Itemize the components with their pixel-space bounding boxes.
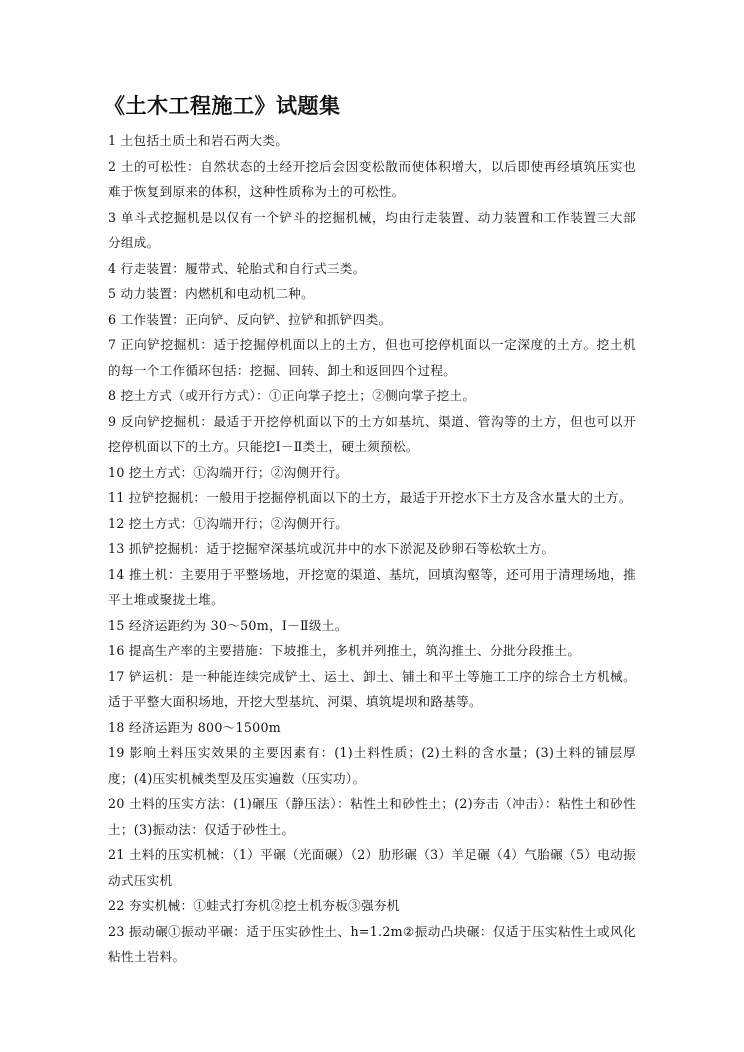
list-item: 8 挖土方式（或开行方式）：①正向掌子挖土；②侧向掌子挖土。 — [108, 388, 476, 403]
list-item: 9 反向铲挖掘机：最适于开挖停机面以下的土方如基坑、渠道、管沟等的土方，但也可以开挖停机面以下的土方。只能挖Ⅰ－Ⅱ类土，硬土须预松。 — [108, 413, 636, 454]
list-item: 20 土料的压实方法：(1)碾压（静压法）：粘性土和砂性土；(2)夯击（冲击）：粘性土和砂性土；(3)振动法：仅适于砂性土。 — [108, 796, 636, 837]
item-list — [108, 128, 636, 970]
list-item: 6 工作装置：正向铲、反向铲、拉铲和抓铲四类。 — [108, 311, 392, 327]
list-item: 3 单斗式挖掘机是以仅有一个铲斗的挖掘机械，均由行走装置、动力装置和工作装置三大部分组成。 — [108, 209, 636, 250]
list-item: 15 经济运距约为 30～50m，Ⅰ－Ⅱ级土。 — [108, 617, 348, 633]
list-item: 19 影响土料压实效果的主要因素有：(1)土料性质；(2)土料的含水量；(3)土料的铺层厚度；(4)压实机械类型及压实遍数（压实功）。 — [108, 745, 636, 786]
list-item: 14 推土机：主要用于平整场地，开挖宽的渠道、基坑，回填沟壑等，还可用于清理场地，推平土堆或聚拢土堆。 — [108, 566, 636, 607]
list-item: 18 经济运距为 800～1500m — [108, 719, 282, 735]
list-item: 12 挖土方式：①沟端开行；②沟侧开行。 — [108, 515, 349, 531]
list-item: 2 土的可松性：自然状态的土经开挖后会因变松散而使体积增大，以后即使再经填筑压实也难于恢复到原来的体积，这种性质称为土的可松性。 — [108, 158, 636, 199]
list-item: 5 动力装置：内燃机和电动机二种。 — [108, 286, 315, 301]
list-item: 17 铲运机：是一种能连续完成铲土、运土、卸土、铺土和平土等施工工序的综合土方机械。适于平整大面积场地，开挖大型基坑、河渠、填筑堤坝和路基等。 — [108, 668, 636, 709]
list-item: 13 抓铲挖掘机：适于挖掘窄深基坑或沉井中的水下淤泥及砂卵石等松软土方。 — [108, 541, 555, 556]
list-item: 7 正向铲挖掘机：适于挖掘停机面以上的土方，但也可挖停机面以一定深度的土方。挖土机的每一个工作循环包括：挖掘、回转、卸土和返回四个过程。 — [108, 337, 636, 378]
list-item: 10 挖土方式：①沟端开行；②沟侧开行。 — [108, 464, 349, 480]
document-title: 《土木工程施工》试题集 — [104, 94, 341, 118]
list-item: 22 夯实机械：①蛙式打夯机②挖土机夯板③强夯机 — [108, 898, 400, 913]
list-item: 16 提高生产率的主要措施：下坡推土，多机并列推土，筑沟推土、分批分段推土。 — [108, 643, 581, 658]
list-item: 4 行走装置：履带式、轮胎式和自行式三类。 — [108, 260, 366, 276]
list-item: 1 土包括土质土和岩石两大类。 — [108, 133, 289, 148]
list-item: 11 拉铲挖掘机：一般用于挖掘停机面以下的土方，最适于开挖水下土方及含水量大的土方。 — [108, 490, 632, 505]
list-item: 23 振动碾①振动平碾：适于压实砂性土、h=1.2m②振动凸块碾：仅适于压实粘性土或风化粘性土岩料。 — [108, 923, 636, 964]
list-item: 21 土料的压实机械：（1）平碾（光面碾）（2）肋形碾（3）羊足碾（4）气胎碾（5）电动振动式压实机 — [108, 847, 636, 888]
